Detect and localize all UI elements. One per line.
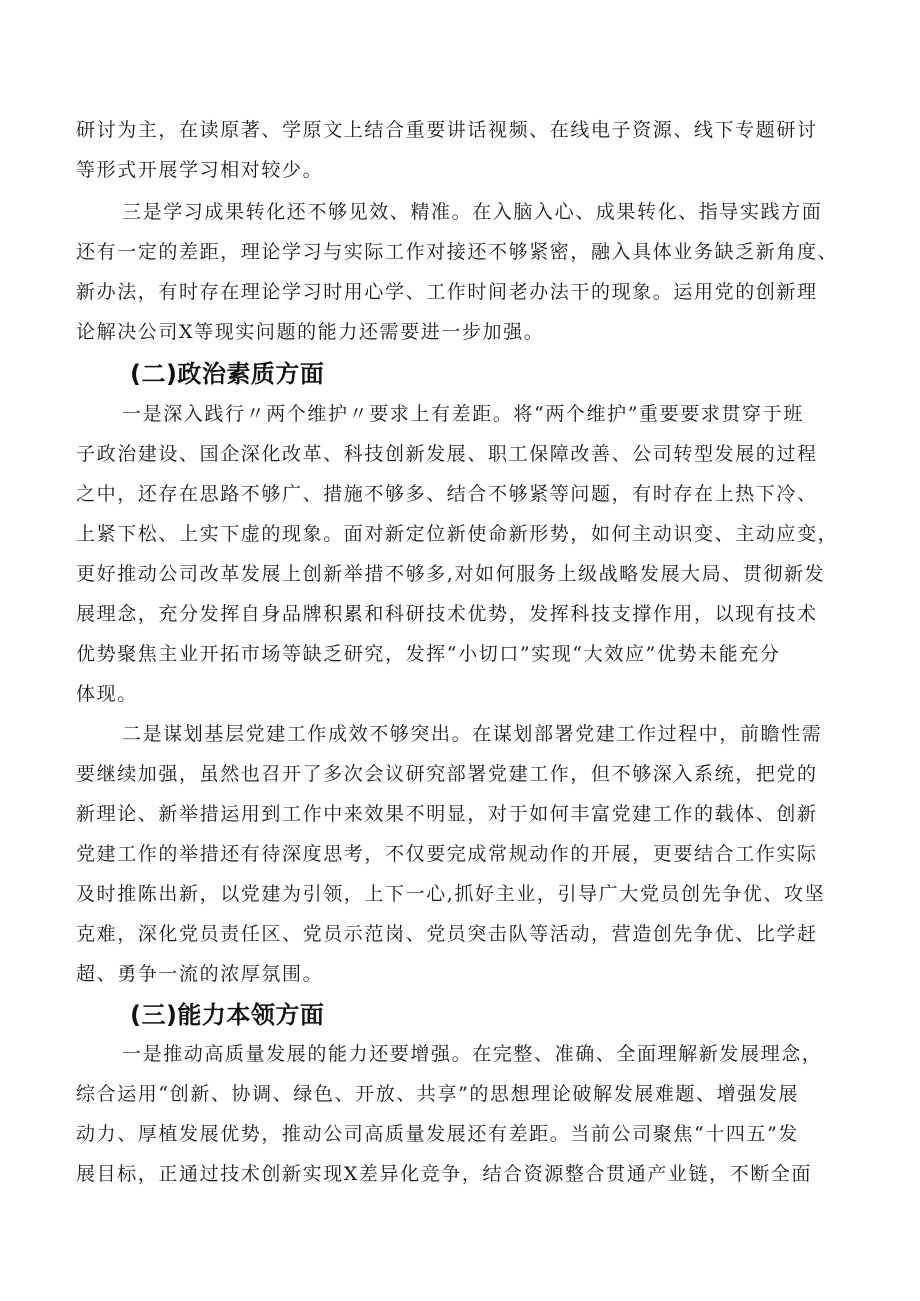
body-text-line: 超、勇争一流的浓厚氛围。	[76, 963, 324, 985]
body-text-line: 之中，还存在思路不够广、措施不够多、结合不够紧等问题，有时存在上热下冷、	[76, 483, 818, 505]
body-text-line: 研讨为主，在读原著、学原文上结合重要讲话视频、在线电子资源、线下专题研讨	[76, 119, 818, 141]
section-heading-political-quality: (二)政治素质方面	[130, 360, 325, 388]
body-text-line: 等形式开展学习相对较少。	[76, 159, 324, 181]
paragraph-first-line: 一是深入践行〃两个维护〃要求上有差距。将“两个维护”重要要求贯穿于班	[122, 403, 804, 425]
body-text-line: 新办法，有时存在理论学习时用心学、工作时间老办法干的现象。运用党的创新理	[76, 281, 818, 303]
body-text-line: 党建工作的举措还有待深度思考，不仅要完成常规动作的开展，更要结合工作实际	[76, 843, 818, 865]
section-heading-ability: (三)能力本领方面	[130, 1001, 325, 1029]
body-text-line: 展目标，正通过技术创新实现X差异化竞争，结合资源整合贯通产业链，不断全面	[76, 1163, 813, 1185]
body-text-line: 要继续加强，虽然也召开了多次会议研究部署党建工作，但不够深入系统，把党的	[76, 763, 818, 785]
body-text-line: 体现。	[76, 683, 138, 705]
paragraph-first-line: 三是学习成果转化还不够见效、精准。在入脑入心、成果转化、指导实践方面	[122, 201, 823, 223]
body-text-line: 还有一定的差距，理论学习与实际工作对接还不够紧密，融入具体业务缺乏新角度、	[76, 241, 839, 263]
body-text-line: 子政治建设、国企深化改革、科技创新发展、职工保障改善、公司转型发展的过程	[76, 443, 818, 465]
paragraph-first-line: 一是推动高质量发展的能力还要增强。在完整、准确、全面理解新发展理念，	[122, 1043, 823, 1065]
body-text-line: 克难，深化党员责任区、党员示范岗、党员突击队等活动，营造创先争优、比学赶	[76, 923, 818, 945]
body-text-line: 论解决公司X等现实问题的能力还需要进一步加强。	[76, 321, 545, 343]
body-text-line: 更好推动公司改革发展上创新举措不够多,对如何服务上级战略发展大局、贯彻新发	[76, 563, 826, 585]
body-text-line: 新理论、新举措运用到工作中来效果不明显，对于如何丰富党建工作的载体、创新	[76, 803, 818, 825]
body-text-line: 综合运用“创新、协调、绿色、开放、共享”的思想理论破解发展难题、增强发展	[76, 1083, 800, 1105]
body-text-line: 优势聚焦主业开拓市场等缺乏研究，发挥“小切口”实现“大效应”优势未能充分	[76, 643, 781, 665]
paragraph-first-line: 二是谋划基层党建工作成效不够突出。在谋划部署党建工作过程中，前瞻性需	[122, 723, 823, 745]
body-text-line: 展理念，充分发挥自身品牌积累和科研技术优势，发挥科技支撑作用，以现有技术	[76, 603, 818, 625]
body-text-line: 动力、厚植发展优势，推动公司高质量发展还有差距。当前公司聚焦“十四五”发	[76, 1123, 800, 1145]
body-text-line: 及时推陈出新，以党建为引领，上下一心,抓好主业，引导广大党员创先争优、攻坚	[76, 883, 826, 905]
body-text-line: 上紧下松、上实下虚的现象。面对新定位新使命新形势，如何主动识变、主动应变，	[76, 523, 839, 545]
